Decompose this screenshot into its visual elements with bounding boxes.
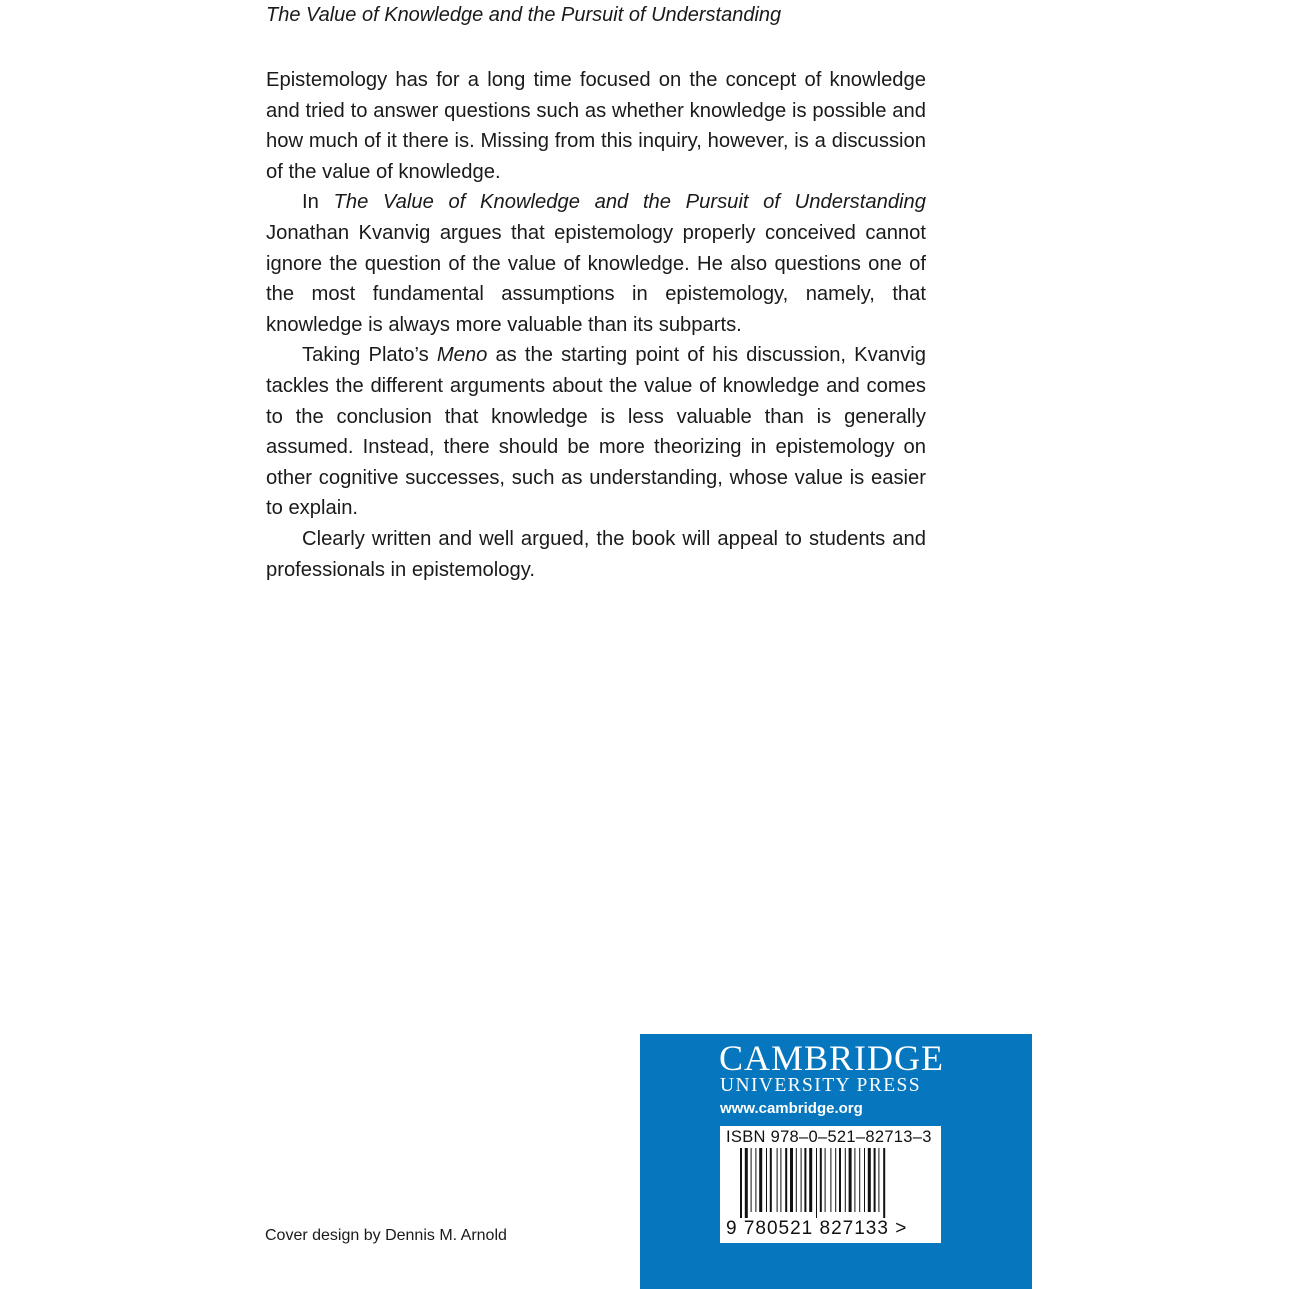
barcode-stripe	[868, 1148, 871, 1212]
publisher-subname: UNIVERSITY PRESS	[720, 1075, 921, 1096]
book-title-italic: The Value of Knowledge and the Pursuit of Understanding	[333, 191, 926, 214]
barcode-stripe	[801, 1148, 802, 1212]
paragraph-2-lead: In	[302, 191, 334, 214]
paragraph-3-body: as the starting point of his discussion, Kvanvig tackles the different arguments about the value of knowledge and comes to the conclusion that knowledge is less valuable than is generally assumed. Instead, there should be more theorizing in epistemology on other cognitive successes, such as understanding, whose value is easier to explain.	[266, 344, 926, 520]
barcode-stripe	[785, 1148, 787, 1212]
barcode-stripe	[830, 1148, 831, 1212]
barcode-stripe	[780, 1148, 781, 1212]
barcode-stripe	[859, 1148, 860, 1212]
barcode-stripe	[804, 1148, 806, 1212]
blurb-paragraph-3	[266, 340, 926, 524]
barcode-stripe	[755, 1148, 756, 1212]
publisher-name: CAMBRIDGE	[719, 1038, 945, 1078]
isbn-label: ISBN 978–0–521–82713–3	[726, 1128, 932, 1146]
meno-italic: Meno	[436, 344, 488, 367]
isbn-barcode	[720, 1126, 941, 1243]
barcode-stripe	[809, 1148, 812, 1212]
cover-design-credit: Cover design by Dennis M. Arnold	[265, 1227, 507, 1244]
barcode-stripe	[825, 1148, 826, 1212]
barcode-stripe	[766, 1148, 767, 1212]
blurb-text	[266, 65, 926, 585]
barcode-stripe	[820, 1148, 822, 1212]
blurb-paragraph-2	[266, 187, 926, 340]
barcode-stripe	[854, 1148, 855, 1212]
barcode-stripe	[777, 1148, 778, 1212]
barcode-stripe	[796, 1148, 797, 1212]
running-title: The Value of Knowledge and the Pursuit of Understanding	[266, 4, 782, 26]
barcode-digits: 9 780521 827133 >	[726, 1218, 908, 1239]
publisher-url: www.cambridge.org	[720, 1100, 863, 1117]
barcode-stripe	[864, 1148, 865, 1212]
paragraph-3-lead: Taking Plato’s	[302, 344, 437, 367]
barcode-stripe	[816, 1148, 817, 1218]
barcode-stripe	[759, 1148, 762, 1212]
blurb-paragraph-4: Clearly written and well argued, the book will appeal to students and professionals in epistemology.	[266, 527, 926, 581]
barcode-stripe	[790, 1148, 793, 1212]
publisher-panel	[640, 1034, 1032, 1289]
barcode-stripe	[745, 1148, 748, 1218]
barcode-stripe	[835, 1148, 836, 1212]
barcode-stripe	[751, 1148, 752, 1212]
barcode-stripe	[740, 1148, 742, 1218]
barcode-stripe	[839, 1148, 841, 1212]
barcode-stripe	[878, 1148, 879, 1212]
blurb-paragraph-1: Epistemology has for a long time focused on the concept of knowledge and tried to answer questions such as whether knowledge is possible and how much of it there is. Missing from this inquiry, however, is a discussion of the value of knowledge.	[266, 69, 926, 183]
barcode-stripe	[874, 1148, 876, 1212]
barcode-stripe	[849, 1148, 852, 1212]
paragraph-2-body: Jonathan Kvanvig argues that epistemology properly conceived cannot ignore the question of the value of knowledge. He also questions one of the most fundamental assumptions in epistemology, namely, that knowledge is always more valuable than its subparts.	[266, 221, 926, 336]
barcode-stripe	[883, 1148, 885, 1218]
barcode-stripe	[770, 1148, 772, 1212]
barcode-stripe	[845, 1148, 846, 1212]
